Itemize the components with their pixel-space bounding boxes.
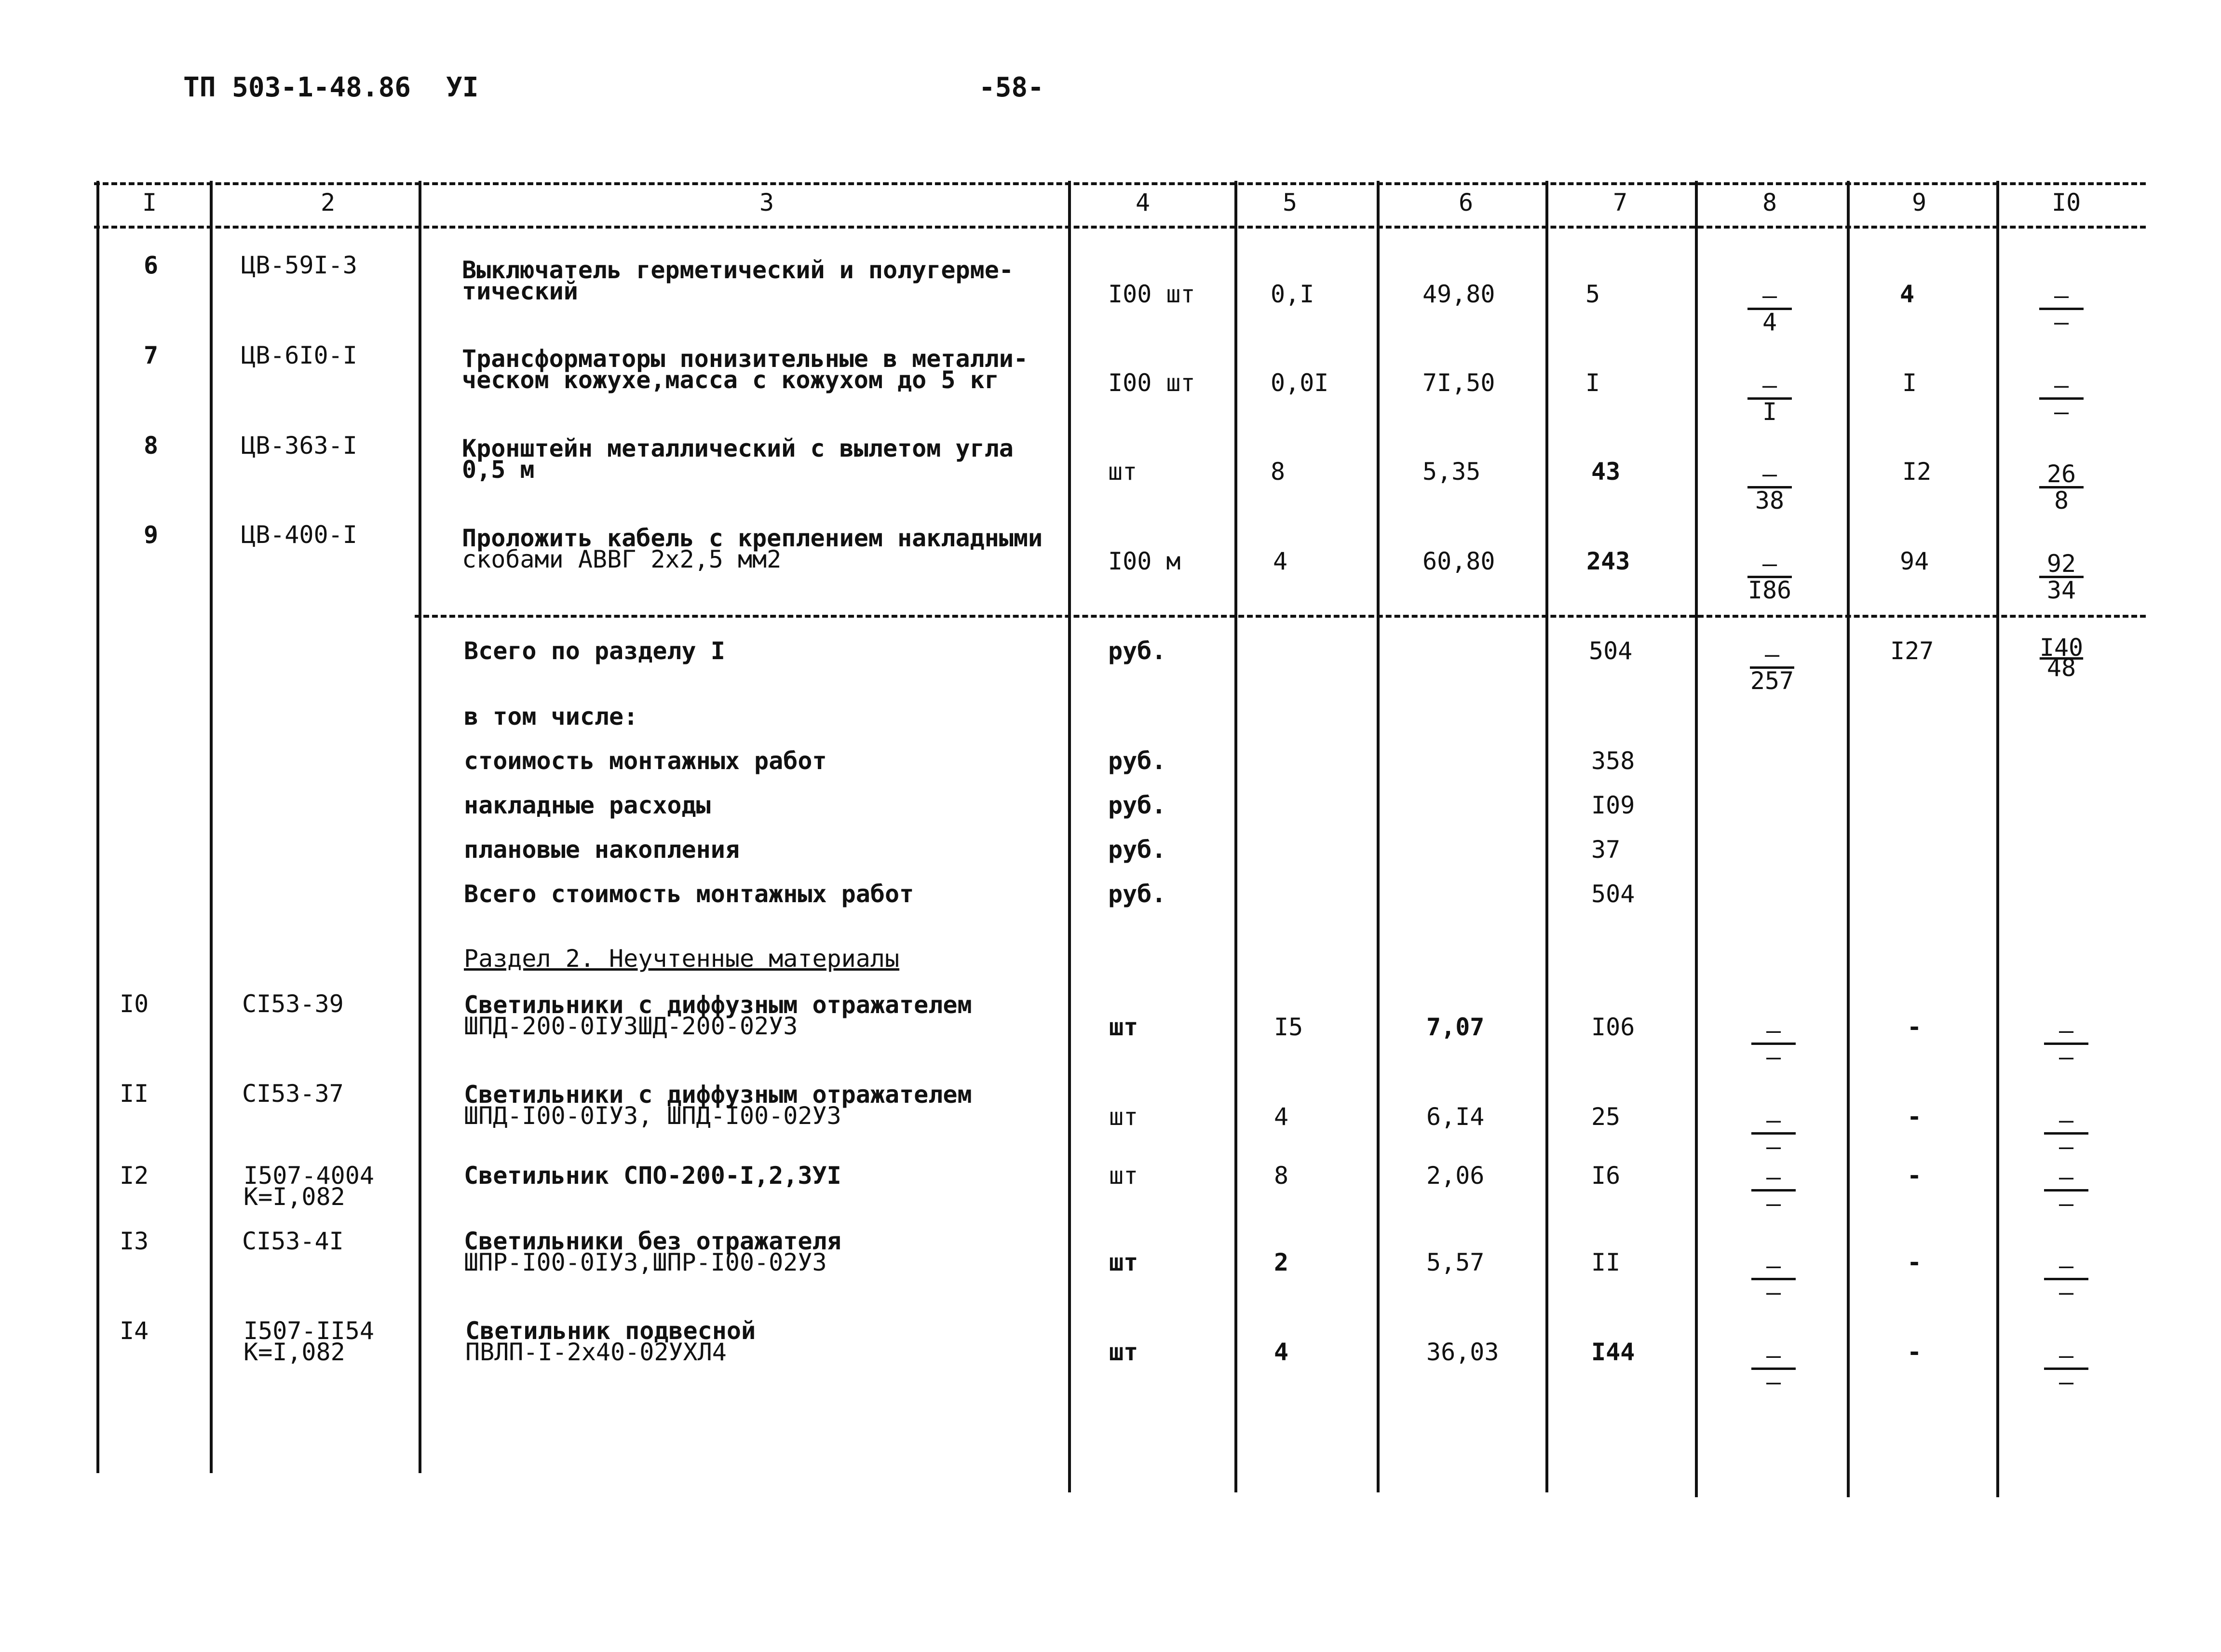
row-description: Светильники с диффузным отражателем xyxy=(464,991,972,1019)
column-header: 5 xyxy=(1283,189,1298,217)
row-col10-fraction: – – xyxy=(2037,1167,2095,1214)
row-code: ЦВ-400-I xyxy=(241,521,357,549)
column-header: 4 xyxy=(1136,189,1151,217)
col-divider-2 xyxy=(419,181,421,1473)
summary-line-value: 504 xyxy=(1591,880,1635,908)
row-total: I xyxy=(1585,369,1600,397)
summary-total-unit: руб. xyxy=(1108,637,1166,665)
row-quantity: 2 xyxy=(1274,1248,1289,1276)
row-col8-fraction: – 38 xyxy=(1741,464,1799,511)
row-description: ПВЛП-I-2х40-02УХЛ4 xyxy=(465,1338,727,1366)
row-number: 9 xyxy=(144,521,159,549)
row-number: 8 xyxy=(144,432,159,460)
row-total: I06 xyxy=(1591,1013,1635,1041)
row-code: CI53-39 xyxy=(242,990,344,1018)
summary-line-label: плановые накопления xyxy=(464,836,740,864)
col-divider-3 xyxy=(1068,181,1071,1492)
row-code: ЦВ-363-I xyxy=(241,432,357,460)
row-code: CI53-37 xyxy=(242,1080,344,1108)
row-col10-fraction: – – xyxy=(2037,1256,2095,1302)
summary-col10-fraction: $\frac{I40}{48}$ xyxy=(2039,634,2084,682)
row-total: II xyxy=(1591,1248,1621,1276)
row-description: Выключатель герметический и полугерме- xyxy=(462,256,1014,284)
row-code: ЦВ-59I-3 xyxy=(241,251,357,279)
row-description: скобами АВВГ 2х2,5 мм2 xyxy=(462,545,782,573)
document-code: ТП 503-1-48.86 xyxy=(183,72,411,103)
row-col10-fraction: – – xyxy=(2037,1110,2095,1157)
row-unit-price: 6,I4 xyxy=(1426,1103,1485,1131)
column-header: 3 xyxy=(759,189,774,217)
row-col8-fraction: – – xyxy=(1745,1110,1802,1157)
row-number: 6 xyxy=(144,251,159,279)
row-description: Трансформаторы понизительные в металли- xyxy=(462,345,1028,373)
row-unit: шт xyxy=(1109,1103,1138,1131)
row-description: ШПД-200-0IУЗШД-200-02УЗ xyxy=(464,1012,798,1040)
section-divider-line xyxy=(415,615,2146,618)
row-col8-fraction: – – xyxy=(1745,1345,1802,1392)
row-number: I0 xyxy=(120,990,149,1018)
col-divider-9 xyxy=(1996,181,1999,1497)
row-unit-price: 5,57 xyxy=(1426,1248,1485,1276)
row-col9: I xyxy=(1902,369,1917,397)
summary-total-label: Всего по разделу I xyxy=(464,637,725,665)
row-unit-price: 5,35 xyxy=(1422,458,1481,486)
row-col9: - xyxy=(1907,1013,1922,1041)
row-unit: I00 шт xyxy=(1108,280,1195,308)
row-description: ШПР-I00-0IУЗ,ШПР-I00-02УЗ xyxy=(464,1248,827,1276)
row-unit-price: 7,07 xyxy=(1426,1013,1485,1041)
album-label: УI xyxy=(446,72,479,103)
row-unit: I00 м xyxy=(1108,547,1181,575)
header-bottom-line xyxy=(94,226,2146,229)
column-header: 7 xyxy=(1613,189,1628,217)
col-divider-0 xyxy=(96,181,99,1473)
row-total: 43 xyxy=(1591,458,1621,486)
row-description: Кронштейн металлический с вылетом угла xyxy=(462,434,1014,462)
row-col9: 94 xyxy=(1900,547,1929,575)
row-description: Светильники без отражателя xyxy=(464,1227,841,1255)
row-col8-fraction: – – xyxy=(1745,1256,1802,1302)
row-unit-price: 2,06 xyxy=(1426,1162,1485,1190)
row-number: I3 xyxy=(120,1227,149,1255)
page-number: -58- xyxy=(979,72,1044,103)
row-description: Светильник подвесной xyxy=(465,1317,756,1345)
summary-line-unit: руб. xyxy=(1108,880,1166,908)
row-code: I507-4004 xyxy=(244,1162,374,1190)
section-2-title: Раздел 2. Неучтенные материалы xyxy=(464,945,900,973)
row-description: ческом кожухе,масса с кожухом до 5 кг xyxy=(462,366,999,394)
row-quantity: 8 xyxy=(1271,458,1286,486)
row-total: I44 xyxy=(1591,1338,1635,1366)
summary-line-label: Всего стоимость монтажных работ xyxy=(464,880,914,908)
row-col9: - xyxy=(1907,1103,1922,1131)
summary-total-value: 504 xyxy=(1589,637,1633,665)
column-header: I xyxy=(142,189,157,217)
col-divider-7 xyxy=(1695,181,1698,1497)
row-col8-fraction: – I86 xyxy=(1747,550,1792,604)
row-unit: шт xyxy=(1108,458,1138,486)
row-quantity: 4 xyxy=(1274,1103,1289,1131)
row-col8-fraction: – 4 xyxy=(1741,285,1799,332)
summary-line-value: I09 xyxy=(1591,791,1635,819)
row-description: тический xyxy=(462,277,578,305)
summary-col8-fraction: – 257 xyxy=(1750,640,1794,695)
column-header: I0 xyxy=(2052,189,2081,217)
row-number: I2 xyxy=(120,1162,149,1190)
summary-col9: I27 xyxy=(1890,637,1934,665)
row-description: Светильник СПО-200-I,2,3УI xyxy=(464,1162,841,1190)
col-divider-4 xyxy=(1234,181,1237,1492)
summary-line-label: накладные расходы xyxy=(464,791,711,819)
row-col9: - xyxy=(1907,1338,1922,1366)
column-header: 9 xyxy=(1912,189,1927,217)
row-unit-price: 49,80 xyxy=(1422,280,1495,308)
row-description: Проложить кабель с креплением накладными xyxy=(462,524,1043,552)
row-col10-fraction: – – xyxy=(2037,1020,2095,1067)
summary-line-value: 358 xyxy=(1591,747,1635,775)
row-unit: шт xyxy=(1109,1013,1138,1041)
row-col9: 4 xyxy=(1900,280,1915,308)
row-col8-fraction: – – xyxy=(1745,1020,1802,1067)
summary-line-value: 37 xyxy=(1591,836,1621,864)
row-unit: шт xyxy=(1109,1338,1138,1366)
row-quantity: 4 xyxy=(1274,1338,1289,1366)
row-code: ЦВ-6I0-I xyxy=(241,341,357,369)
row-col10-fraction: – – xyxy=(2032,285,2090,332)
column-header: 6 xyxy=(1459,189,1474,217)
row-description: Светильники с диффузным отражателем xyxy=(464,1081,972,1109)
row-description: 0,5 м xyxy=(462,456,535,484)
row-code: I507-II54 xyxy=(244,1317,374,1345)
row-total: 5 xyxy=(1585,280,1600,308)
col-divider-8 xyxy=(1847,181,1850,1497)
row-description: ШПД-I00-0IУЗ, ШПД-I00-02УЗ xyxy=(464,1102,841,1130)
header-top-line xyxy=(94,182,2146,185)
row-number: 7 xyxy=(144,341,159,369)
summary-line-unit: руб. xyxy=(1108,836,1166,864)
row-col10-fraction: – – xyxy=(2032,375,2090,422)
row-col9: - xyxy=(1907,1162,1922,1190)
row-total: 243 xyxy=(1586,547,1630,575)
row-unit-price: 60,80 xyxy=(1422,547,1495,575)
row-unit: шт xyxy=(1109,1162,1138,1190)
summary-line-unit: руб. xyxy=(1108,791,1166,819)
column-header: 2 xyxy=(321,189,336,217)
row-total: 25 xyxy=(1591,1103,1621,1131)
row-col10-fraction: – – xyxy=(2037,1345,2095,1392)
summary-including-label: в том числе: xyxy=(464,703,638,731)
row-code: К=I,082 xyxy=(244,1338,345,1366)
col-divider-6 xyxy=(1545,181,1548,1492)
row-number: II xyxy=(120,1080,149,1108)
row-code: CI53-4I xyxy=(242,1227,344,1255)
row-col10-fraction: 92 34 xyxy=(2032,554,2090,600)
summary-line-unit: руб. xyxy=(1108,747,1166,775)
row-quantity: 4 xyxy=(1273,547,1288,575)
row-total: I6 xyxy=(1591,1162,1621,1190)
row-code: К=I,082 xyxy=(244,1183,345,1211)
row-number: I4 xyxy=(120,1317,149,1345)
row-col8-fraction: – – xyxy=(1745,1167,1802,1214)
summary-line-label: стоимость монтажных работ xyxy=(464,747,827,775)
row-col8-fraction: – I xyxy=(1741,375,1799,422)
row-unit-price: 7I,50 xyxy=(1422,369,1495,397)
row-quantity: 0,0I xyxy=(1271,369,1329,397)
row-col9: - xyxy=(1907,1248,1922,1276)
row-unit: шт xyxy=(1109,1248,1138,1276)
row-col10-fraction: 26 8 xyxy=(2032,464,2090,511)
col-divider-5 xyxy=(1377,181,1380,1492)
row-unit-price: 36,03 xyxy=(1426,1338,1499,1366)
row-quantity: I5 xyxy=(1274,1013,1303,1041)
row-quantity: 8 xyxy=(1274,1162,1289,1190)
column-header: 8 xyxy=(1762,189,1777,217)
row-quantity: 0,I xyxy=(1271,280,1314,308)
row-unit: I00 шт xyxy=(1108,369,1195,397)
row-col9: I2 xyxy=(1902,458,1932,486)
col-divider-1 xyxy=(210,181,213,1473)
